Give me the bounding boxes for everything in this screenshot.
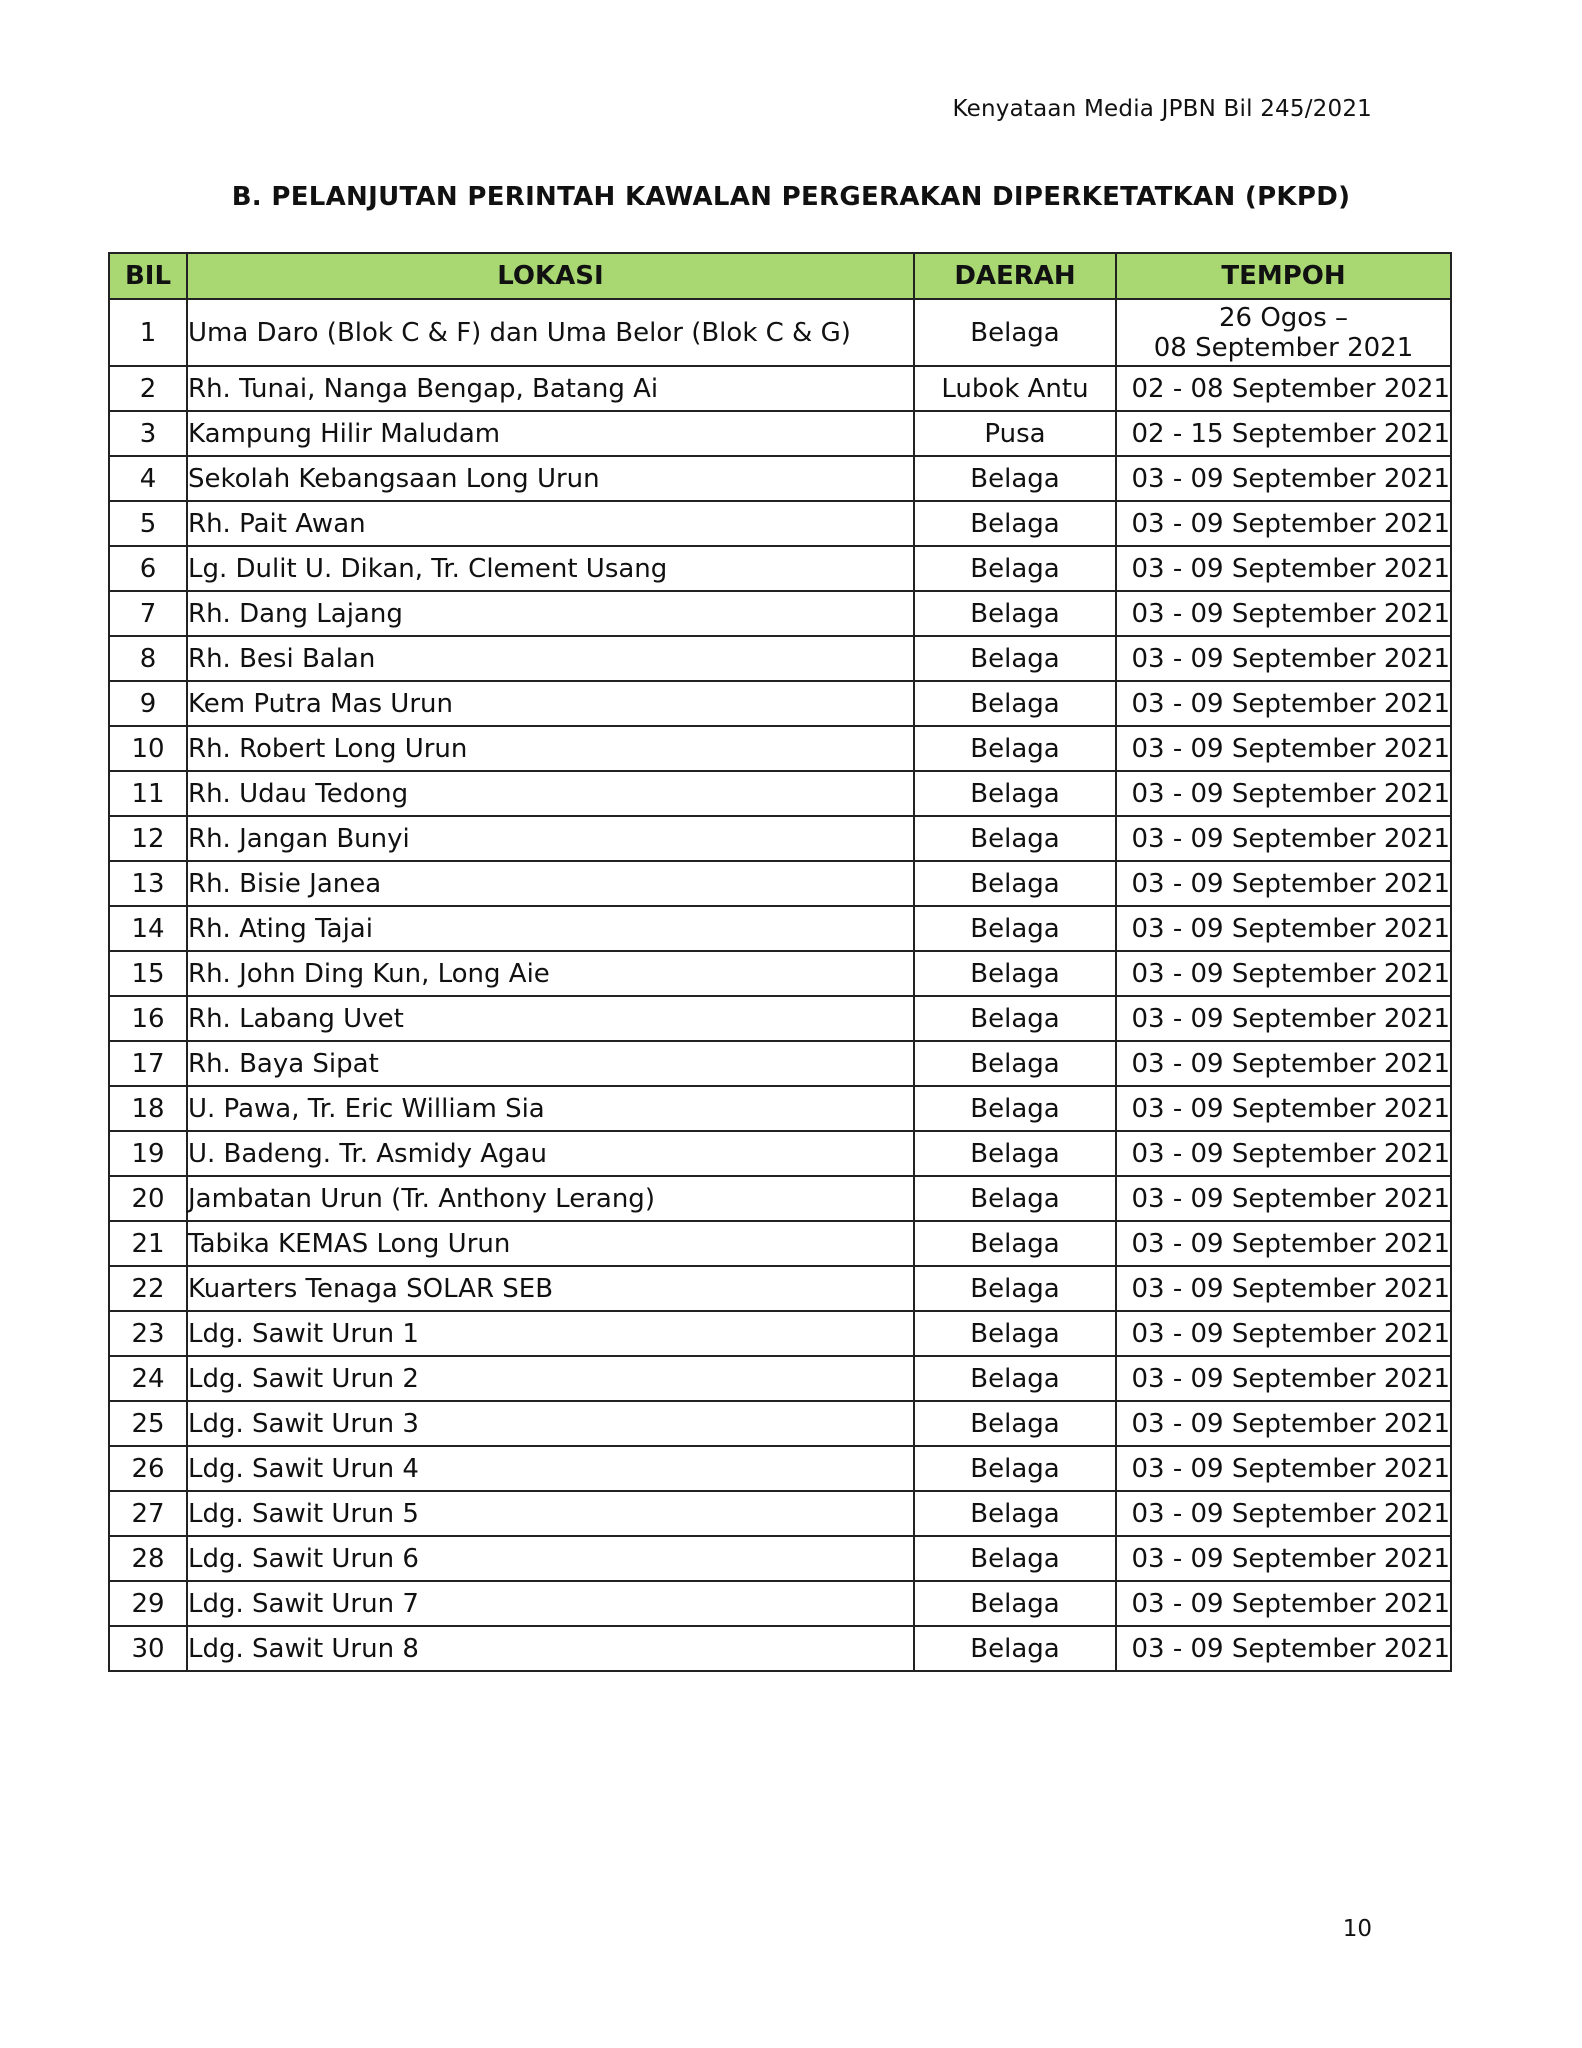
table-row [109, 546, 1451, 591]
cell-lokasi: Kuarters Tenaga SOLAR SEB [187, 1266, 914, 1311]
cell-tempoh: 03 - 09 September 2021 [1116, 726, 1451, 771]
cell-lokasi: Ldg. Sawit Urun 4 [187, 1446, 914, 1491]
cell-bil: 13 [109, 861, 187, 906]
cell-lokasi: Ldg. Sawit Urun 8 [187, 1626, 914, 1671]
cell-tempoh: 03 - 09 September 2021 [1116, 996, 1451, 1041]
table-row [109, 1176, 1451, 1221]
cell-lokasi: Uma Daro (Blok C & F) dan Uma Belor (Blok C & G) [187, 299, 914, 366]
cell-bil: 4 [109, 456, 187, 501]
cell-tempoh: 03 - 09 September 2021 [1116, 951, 1451, 996]
cell-tempoh: 03 - 09 September 2021 [1116, 906, 1451, 951]
table-row [109, 1626, 1451, 1671]
cell-tempoh: 03 - 09 September 2021 [1116, 1491, 1451, 1536]
table-row [109, 681, 1451, 726]
cell-lokasi: Rh. Jangan Bunyi [187, 816, 914, 861]
table-row [109, 1086, 1451, 1131]
cell-daerah: Lubok Antu [914, 366, 1116, 411]
table-row [109, 636, 1451, 681]
cell-daerah: Belaga [914, 1311, 1116, 1356]
cell-daerah: Belaga [914, 816, 1116, 861]
table-row [109, 1131, 1451, 1176]
table-row [109, 1266, 1451, 1311]
cell-bil: 27 [109, 1491, 187, 1536]
cell-daerah: Belaga [914, 1626, 1116, 1671]
cell-lokasi: Rh. Tunai, Nanga Bengap, Batang Ai [187, 366, 914, 411]
cell-bil: 29 [109, 1581, 187, 1626]
cell-bil: 23 [109, 1311, 187, 1356]
cell-lokasi: Sekolah Kebangsaan Long Urun [187, 456, 914, 501]
cell-lokasi: Rh. Besi Balan [187, 636, 914, 681]
cell-daerah: Belaga [914, 1401, 1116, 1446]
cell-bil: 25 [109, 1401, 187, 1446]
table-row [109, 366, 1451, 411]
cell-lokasi: Rh. Robert Long Urun [187, 726, 914, 771]
cell-bil: 26 [109, 1446, 187, 1491]
cell-bil: 18 [109, 1086, 187, 1131]
cell-lokasi: Rh. Pait Awan [187, 501, 914, 546]
cell-tempoh: 03 - 09 September 2021 [1116, 501, 1451, 546]
cell-daerah: Pusa [914, 411, 1116, 456]
table-row [109, 906, 1451, 951]
cell-lokasi: Rh. Udau Tedong [187, 771, 914, 816]
cell-daerah: Belaga [914, 1491, 1116, 1536]
table-row [109, 1356, 1451, 1401]
table-row [109, 1221, 1451, 1266]
cell-tempoh: 03 - 09 September 2021 [1116, 1221, 1451, 1266]
cell-tempoh: 03 - 09 September 2021 [1116, 1176, 1451, 1221]
cell-lokasi: Ldg. Sawit Urun 5 [187, 1491, 914, 1536]
column-header-daerah: DAERAH [914, 253, 1116, 299]
cell-tempoh: 03 - 09 September 2021 [1116, 1086, 1451, 1131]
cell-bil: 11 [109, 771, 187, 816]
cell-tempoh: 03 - 09 September 2021 [1116, 1446, 1451, 1491]
cell-tempoh: 03 - 09 September 2021 [1116, 546, 1451, 591]
cell-daerah: Belaga [914, 1536, 1116, 1581]
cell-bil: 7 [109, 591, 187, 636]
cell-tempoh: 03 - 09 September 2021 [1116, 1626, 1451, 1671]
cell-bil: 12 [109, 816, 187, 861]
cell-daerah: Belaga [914, 299, 1116, 366]
cell-lokasi: Ldg. Sawit Urun 1 [187, 1311, 914, 1356]
cell-daerah: Belaga [914, 1041, 1116, 1086]
cell-tempoh: 03 - 09 September 2021 [1116, 1041, 1451, 1086]
cell-tempoh: 03 - 09 September 2021 [1116, 1266, 1451, 1311]
cell-bil: 1 [109, 299, 187, 366]
tempoh-end: 08 September 2021 [1153, 332, 1414, 363]
table-row [109, 1446, 1451, 1491]
cell-tempoh: 03 - 09 September 2021 [1116, 1581, 1451, 1626]
cell-lokasi: U. Pawa, Tr. Eric William Sia [187, 1086, 914, 1131]
cell-daerah: Belaga [914, 1221, 1116, 1266]
table-row [109, 816, 1451, 861]
column-header-tempoh: TEMPOH [1116, 253, 1451, 299]
cell-bil: 19 [109, 1131, 187, 1176]
table-row [109, 1041, 1451, 1086]
cell-daerah: Belaga [914, 681, 1116, 726]
cell-daerah: Belaga [914, 636, 1116, 681]
pkpd-table [108, 252, 1452, 1672]
cell-bil: 8 [109, 636, 187, 681]
cell-lokasi: Ldg. Sawit Urun 2 [187, 1356, 914, 1401]
table-row [109, 996, 1451, 1041]
cell-tempoh: 03 - 09 September 2021 [1116, 1131, 1451, 1176]
cell-tempoh: 02 - 08 September 2021 [1116, 366, 1451, 411]
cell-bil: 2 [109, 366, 187, 411]
cell-daerah: Belaga [914, 906, 1116, 951]
cell-daerah: Belaga [914, 771, 1116, 816]
table-row [109, 411, 1451, 456]
cell-lokasi: Rh. John Ding Kun, Long Aie [187, 951, 914, 996]
cell-bil: 17 [109, 1041, 187, 1086]
cell-tempoh: 03 - 09 September 2021 [1116, 636, 1451, 681]
cell-daerah: Belaga [914, 1176, 1116, 1221]
cell-tempoh: 03 - 09 September 2021 [1116, 861, 1451, 906]
cell-bil: 3 [109, 411, 187, 456]
table-row [109, 456, 1451, 501]
table-row [109, 771, 1451, 816]
cell-lokasi: Jambatan Urun (Tr. Anthony Lerang) [187, 1176, 914, 1221]
cell-tempoh: 03 - 09 September 2021 [1116, 1311, 1451, 1356]
table-row [109, 501, 1451, 546]
cell-daerah: Belaga [914, 1446, 1116, 1491]
table-row [109, 951, 1451, 996]
cell-bil: 6 [109, 546, 187, 591]
cell-bil: 28 [109, 1536, 187, 1581]
column-header-lokasi: LOKASI [187, 253, 914, 299]
cell-tempoh: 03 - 09 September 2021 [1116, 1536, 1451, 1581]
cell-bil: 30 [109, 1626, 187, 1671]
cell-tempoh: 03 - 09 September 2021 [1116, 816, 1451, 861]
table-row [109, 1401, 1451, 1446]
cell-daerah: Belaga [914, 546, 1116, 591]
cell-lokasi: Rh. Bisie Janea [187, 861, 914, 906]
cell-daerah: Belaga [914, 501, 1116, 546]
cell-lokasi: Lg. Dulit U. Dikan, Tr. Clement Usang [187, 546, 914, 591]
cell-tempoh: 02 - 15 September 2021 [1116, 411, 1451, 456]
cell-tempoh [1116, 299, 1451, 366]
cell-daerah: Belaga [914, 1131, 1116, 1176]
cell-bil: 20 [109, 1176, 187, 1221]
cell-tempoh: 03 - 09 September 2021 [1116, 591, 1451, 636]
section-title: B. PELANJUTAN PERINTAH KAWALAN PERGERAKAN DIPERKETATKAN (PKPD) [231, 182, 1351, 212]
cell-tempoh: 03 - 09 September 2021 [1116, 1401, 1451, 1446]
cell-lokasi: Rh. Dang Lajang [187, 591, 914, 636]
cell-tempoh: 03 - 09 September 2021 [1116, 456, 1451, 501]
cell-bil: 14 [109, 906, 187, 951]
document-reference: Kenyataan Media JPBN Bil 245/2021 [952, 96, 1372, 122]
cell-lokasi: Rh. Ating Tajai [187, 906, 914, 951]
cell-bil: 16 [109, 996, 187, 1041]
cell-daerah: Belaga [914, 456, 1116, 501]
cell-tempoh: 03 - 09 September 2021 [1116, 1356, 1451, 1401]
table-row [109, 726, 1451, 771]
cell-lokasi: Kem Putra Mas Urun [187, 681, 914, 726]
table-row [109, 591, 1451, 636]
cell-bil: 5 [109, 501, 187, 546]
page-number: 10 [1342, 1916, 1372, 1942]
table-row [109, 1536, 1451, 1581]
cell-daerah: Belaga [914, 1356, 1116, 1401]
cell-bil: 22 [109, 1266, 187, 1311]
cell-lokasi: Kampung Hilir Maludam [187, 411, 914, 456]
cell-daerah: Belaga [914, 996, 1116, 1041]
cell-lokasi: Ldg. Sawit Urun 7 [187, 1581, 914, 1626]
table-row [109, 1311, 1451, 1356]
cell-daerah: Belaga [914, 861, 1116, 906]
cell-lokasi: Tabika KEMAS Long Urun [187, 1221, 914, 1266]
table-row [109, 1491, 1451, 1536]
table-row [109, 299, 1451, 366]
cell-daerah: Belaga [914, 1581, 1116, 1626]
cell-daerah: Belaga [914, 726, 1116, 771]
cell-bil: 15 [109, 951, 187, 996]
cell-lokasi: Ldg. Sawit Urun 6 [187, 1536, 914, 1581]
tempoh-start: 26 Ogos – [1218, 302, 1349, 333]
column-header-bil: BIL [109, 253, 187, 299]
cell-daerah: Belaga [914, 1266, 1116, 1311]
table-header-row [109, 253, 1451, 299]
cell-bil: 24 [109, 1356, 187, 1401]
cell-daerah: Belaga [914, 951, 1116, 996]
table-row [109, 1581, 1451, 1626]
cell-daerah: Belaga [914, 1086, 1116, 1131]
cell-lokasi: U. Badeng. Tr. Asmidy Agau [187, 1131, 914, 1176]
cell-bil: 9 [109, 681, 187, 726]
cell-lokasi: Ldg. Sawit Urun 3 [187, 1401, 914, 1446]
table-row [109, 861, 1451, 906]
cell-lokasi: Rh. Baya Sipat [187, 1041, 914, 1086]
cell-tempoh: 03 - 09 September 2021 [1116, 771, 1451, 816]
cell-bil: 21 [109, 1221, 187, 1266]
cell-tempoh: 03 - 09 September 2021 [1116, 681, 1451, 726]
table-body [109, 299, 1451, 1671]
cell-lokasi: Rh. Labang Uvet [187, 996, 914, 1041]
cell-daerah: Belaga [914, 591, 1116, 636]
cell-bil: 10 [109, 726, 187, 771]
